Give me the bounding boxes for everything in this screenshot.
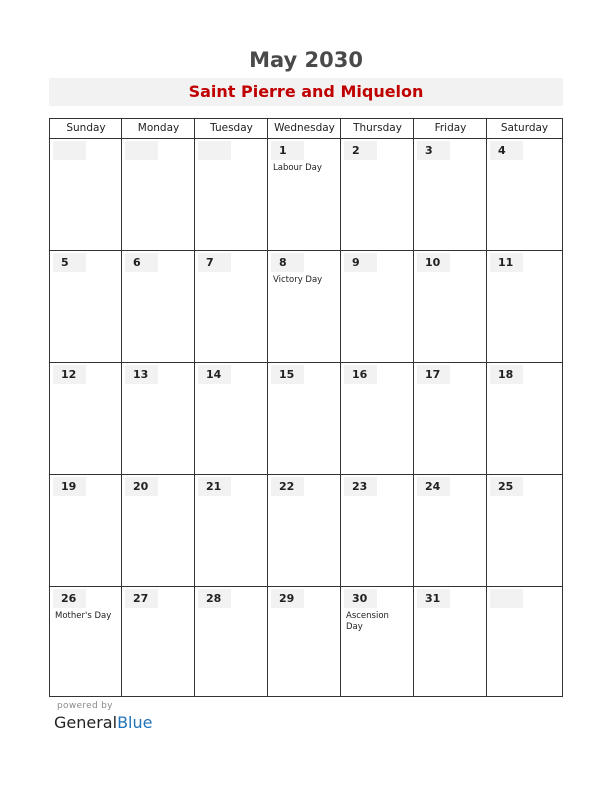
date-number: 2 <box>344 141 377 160</box>
date-number: 12 <box>53 365 86 384</box>
weekday-monday: Monday <box>137 122 180 134</box>
powered-by-text: powered by <box>57 701 113 711</box>
empty-date-box <box>198 141 231 160</box>
date-number: 28 <box>198 589 231 608</box>
date-number: 24 <box>417 477 450 496</box>
holiday-label: Victory Day <box>273 275 323 285</box>
weekday-wednesday: Wednesday <box>274 122 335 134</box>
calendar-grid <box>49 118 563 697</box>
weekday-friday: Friday <box>434 122 467 134</box>
day-cell <box>341 587 414 699</box>
day-cell <box>50 139 122 251</box>
day-cell <box>50 251 122 363</box>
day-cell <box>268 475 341 587</box>
weekday-saturday: Saturday <box>500 122 549 134</box>
date-number: 5 <box>53 253 86 272</box>
empty-date-box <box>125 141 158 160</box>
day-cell <box>195 475 268 587</box>
date-number: 17 <box>417 365 450 384</box>
day-cell <box>122 363 195 475</box>
brand-general: General <box>54 713 118 732</box>
column-divider <box>267 119 268 696</box>
date-number: 22 <box>271 477 304 496</box>
date-number: 4 <box>490 141 523 160</box>
date-number: 10 <box>417 253 450 272</box>
day-cell <box>341 139 414 251</box>
day-cell <box>487 363 562 475</box>
date-number: 9 <box>344 253 377 272</box>
day-cell <box>50 363 122 475</box>
date-number: 6 <box>125 253 158 272</box>
day-cell <box>487 587 562 699</box>
date-number: 26 <box>53 589 86 608</box>
country-name: Saint Pierre and Miquelon <box>188 82 424 101</box>
weekday-tuesday: Tuesday <box>210 122 253 134</box>
date-number: 31 <box>417 589 450 608</box>
date-number: 11 <box>490 253 523 272</box>
date-number: 14 <box>198 365 231 384</box>
date-number: 23 <box>344 477 377 496</box>
date-number: 25 <box>490 477 523 496</box>
day-cell <box>341 475 414 587</box>
country-banner <box>49 78 563 106</box>
day-cell <box>487 475 562 587</box>
day-cell <box>487 251 562 363</box>
column-divider <box>486 119 487 696</box>
day-cell <box>341 363 414 475</box>
page-title: May 2030 <box>249 48 363 72</box>
date-number: 18 <box>490 365 523 384</box>
day-cell <box>414 587 487 699</box>
brand-blue: Blue <box>117 713 153 732</box>
day-cell <box>341 251 414 363</box>
day-cell <box>268 363 341 475</box>
weekday-sunday: Sunday <box>66 122 106 134</box>
holiday-label: Mother's Day <box>55 611 112 621</box>
day-cell <box>50 587 122 699</box>
holiday-label: Labour Day <box>273 163 322 173</box>
date-number: 15 <box>271 365 304 384</box>
date-number: 8 <box>271 253 304 272</box>
day-cell <box>195 587 268 699</box>
date-number: 1 <box>271 141 304 160</box>
date-number: 13 <box>125 365 158 384</box>
date-number: 7 <box>198 253 231 272</box>
day-cell <box>122 251 195 363</box>
empty-date-box <box>53 141 86 160</box>
day-cell <box>487 139 562 251</box>
day-cell <box>195 363 268 475</box>
date-number: 29 <box>271 589 304 608</box>
date-number: 27 <box>125 589 158 608</box>
date-number: 16 <box>344 365 377 384</box>
empty-date-box <box>490 589 523 608</box>
holiday-label: Ascension Day <box>346 611 389 632</box>
day-cell <box>195 139 268 251</box>
day-cell <box>414 251 487 363</box>
day-cell <box>122 587 195 699</box>
date-number: 30 <box>344 589 377 608</box>
column-divider <box>194 119 195 696</box>
column-divider <box>121 119 122 696</box>
day-cell <box>195 251 268 363</box>
date-number: 21 <box>198 477 231 496</box>
column-divider <box>413 119 414 696</box>
date-number: 19 <box>53 477 86 496</box>
day-cell <box>414 475 487 587</box>
day-cell <box>122 139 195 251</box>
day-cell <box>268 587 341 699</box>
day-cell <box>414 363 487 475</box>
date-number: 20 <box>125 477 158 496</box>
day-cell <box>414 139 487 251</box>
generalblue-logo <box>54 713 152 732</box>
column-divider <box>340 119 341 696</box>
day-cell <box>268 251 341 363</box>
date-number: 3 <box>417 141 450 160</box>
day-cell <box>50 475 122 587</box>
day-cell <box>268 139 341 251</box>
day-cell <box>122 475 195 587</box>
weekday-thursday: Thursday <box>353 122 402 134</box>
